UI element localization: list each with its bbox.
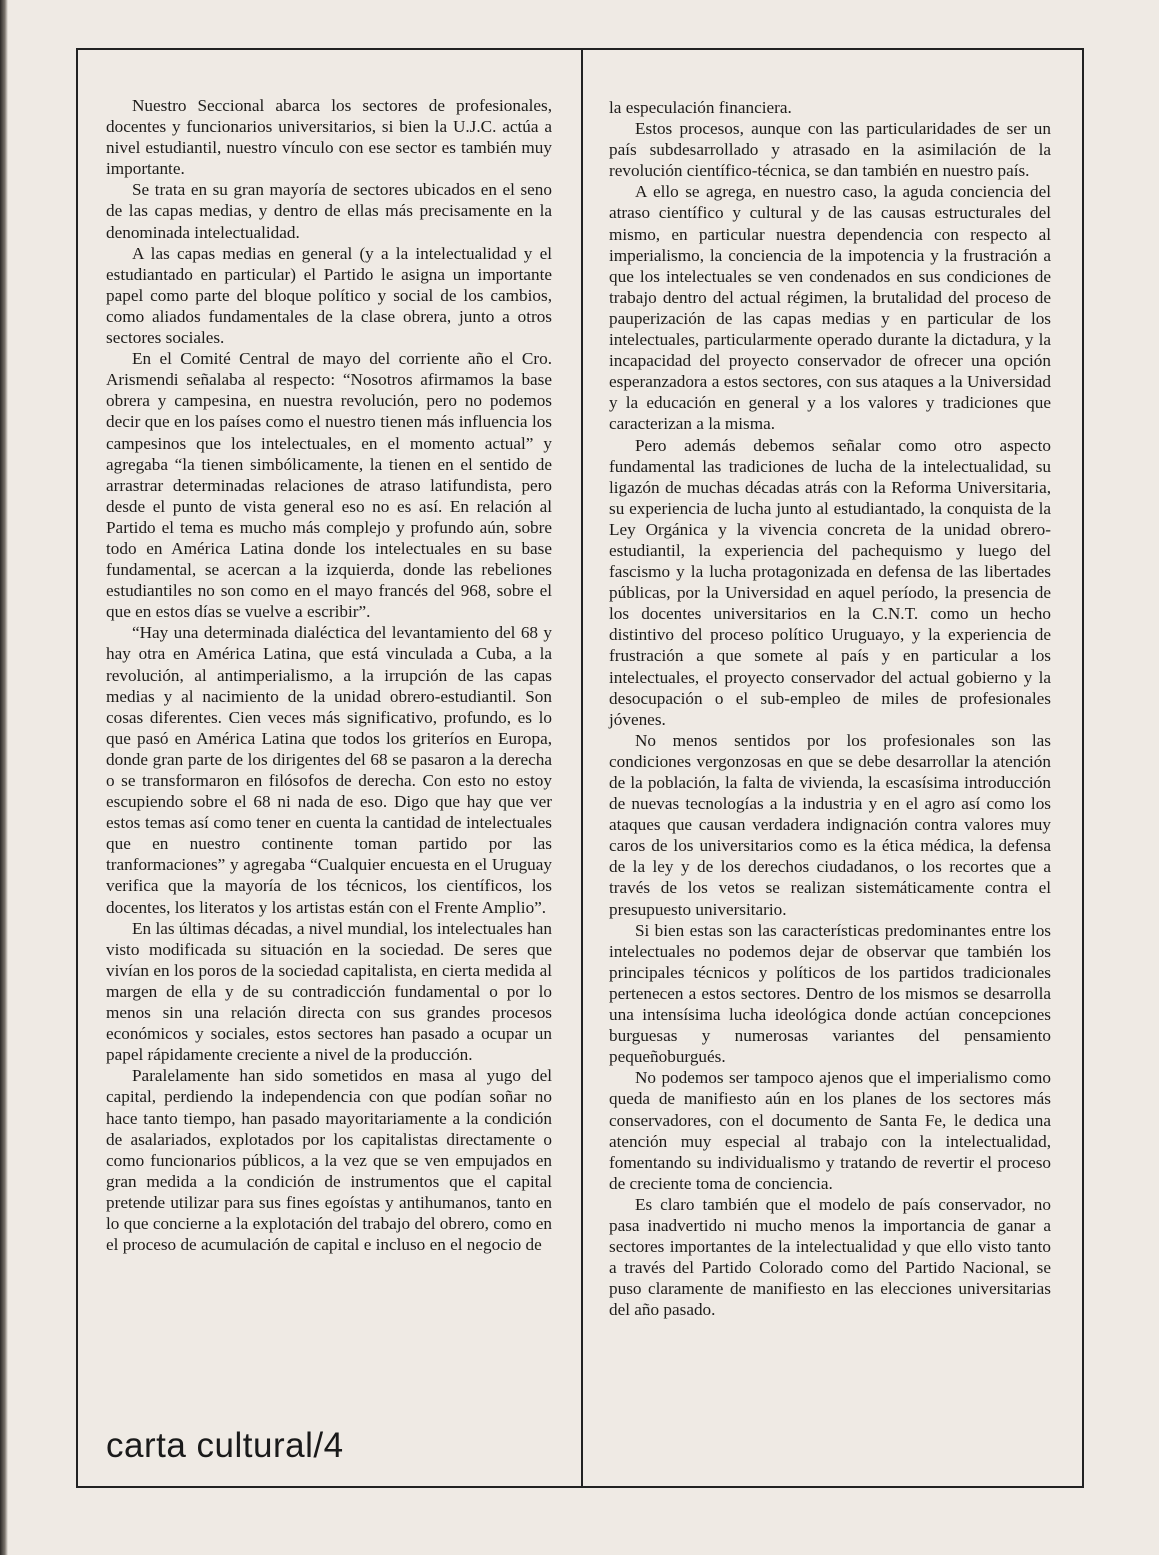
paragraph: Es claro también que el modelo de país conservador, no pasa inadvertido ni mucho menos la importancia de ganar a sectores importantes de la intelectualidad y que ello visto tanto a través del Partido Colorado como del Partido Nacional, se puso claramente de manifiesto en las elecciones universitarias del año pasado. bbox=[609, 1194, 1051, 1320]
page-binding-edge bbox=[0, 0, 8, 1555]
paragraph: A ello se agrega, en nuestro caso, la aguda conciencia del atraso científico y cultural y de las causas estructurales del mismo, en particular nuestra dependencia con respecto al imperialismo, la conciencia de la impotencia y la frustración a que los intelectuales se ven condenados en sus condiciones de trabajo dentro del actual régimen, la brutalidad del proceso de pauperización de las capas medias y en particular de los intelectuales, particularmente operado durante la dictadura, y la incapacidad del proyecto conservador de ofrecer una opción esperanzadora a estos sectores, con sus ataques a la Universidad y la educación en general y a los valores y tradiciones que caracterizan a la misma. bbox=[609, 182, 1051, 434]
paragraph: A las capas medias en general (y a la intelectualidad y el estudiantado en particular) el Partido le asigna un importante papel como parte del bloque político y social de los cambios, como aliados fundamentales de la clase obrera, junto a otros sectores sociales. bbox=[106, 243, 552, 348]
page-footer-label: carta cultural/4 bbox=[106, 1426, 344, 1465]
paragraph: En el Comité Central de mayo del corriente año el Cro. Arismendi señalaba al respecto: “Nosotros afirmamos la base obrera y campesina, en nuestra revolución, pero no podemos decir que en los países como el nuestro tienen más influencia los campesinos que los intelectuales, en el momento actual” y agregaba “la tienen simbólicamente, la tienen en el sentido de arrastrar determinadas relaciones de atraso latifundista, pero desde el punto de vista general eso no es así. En relación al Partido el tema es mucho más complejo y profundo aún, sobre todo en América Latina donde los intelectuales en su base fundamental, se acercan a la izquierda, donde las rebeliones estudiantiles no son como en el mayo francés del 968, sobre el que en estos días se vuelve a escribir”. bbox=[106, 349, 552, 622]
paragraph: Paralelamente han sido sometidos en masa al yugo del capital, perdiendo la independencia con que podían soñar no hace tanto tiempo, han pasado mayoritariamente a la condición de asalariados, explotados por los capitalistas directamente o como funcionarios públicos, a la vez que se ven empujados en gran medida a la condición de instrumentos que el capital pretende utilizar para sus fines egoístas y antihumanos, tanto en lo que concierne a la explotación del trabajo del obrero, como en el proceso de acumulación de capital e incluso en el negocio de bbox=[106, 1066, 552, 1255]
paragraph: Estos procesos, aunque con las particularidades de ser un país subdesarrollado y atrasado en la asimilación de la revolución científico-técnica, se dan también en nuestro país. bbox=[609, 119, 1051, 181]
paragraph: En las últimas décadas, a nivel mundial, los intelectuales han visto modificada su situación en la sociedad. De seres que vivían en los poros de la sociedad capitalista, en cierta medida al margen de ella y de su contradicción fundamental o por lo menos sin una relación directa con sus grandes procesos económicos y sociales, estos sectores han pasado a ocupar un papel rápidamente creciente a nivel de la producción. bbox=[106, 918, 552, 1065]
left-text-column bbox=[106, 95, 552, 1255]
paragraph: No menos sentidos por los profesionales son las condiciones vergonzosas en que se debe desarrollar la atención de la población, la falta de vivienda, la escasísima introducción de nuevas tecnologías a la industria y en el agro así como los ataques que causan verdadera indignación contra valores muy caros de los universitarios como es la ética médica, la defensa de la ley y de los derechos ciudadanos, o los recortes que a través de los vetos se realizan sistemáticamente contra el presupuesto universitario. bbox=[609, 730, 1051, 919]
paragraph: Se trata en su gran mayoría de sectores ubicados en el seno de las capas medias, y dentro de ellas más precisamente en la denominada intelectualidad. bbox=[106, 180, 552, 242]
paragraph: “Hay una determinada dialéctica del levantamiento del 68 y hay otra en América Latina, que está vinculada a Cuba, a la revolución, al antimperialismo, a la irrupción de las capas medias y al nacimiento de la unidad obrero-estudiantil. Son cosas diferentes. Cien veces más significativo, profundo, es lo que pasó en América Latina que todos los griteríos en Europa, donde gran parte de los dirigentes del 68 se pasaron a la derecha o se transformaron en filósofos de derecha. Con esto no estoy escupiendo sobre el 68 ni nada de eso. Digo que hay que ver estos temas así como tener en cuenta la cantidad de intelectuales que en nuestro continente toman partido por las tranformaciones” y agregaba “Cualquier encuesta en el Uruguay verifica que la mayoría de los técnicos, los científicos, los docentes, los literatos y los artistas están con el Frente Amplio”. bbox=[106, 623, 552, 917]
paragraph: Si bien estas son las características predominantes entre los intelectuales no podemos dejar de observar que también los principales técnicos y políticos de los partidos tradicionales pertenecen a estos sectores. Dentro de los mismos se desarrolla una intensísima lucha ideológica donde actúan concepciones burguesas y numerosas variantes del pensamiento pequeñoburgués. bbox=[609, 920, 1051, 1067]
column-divider bbox=[581, 48, 583, 1488]
paragraph-continuation: la especulación financiera. bbox=[609, 98, 792, 117]
paragraph: Pero además debemos señalar como otro aspecto fundamental las tradiciones de lucha de la intelectualidad, su ligazón de muchas décadas atrás con la Reforma Universitaria, su experiencia de lucha junto al estudiantado, la conquista de la Ley Orgánica y la vivencia concreta de la unidad obrero-estudiantil, la experiencia del pachequismo y luego del fascismo y la lucha protagonizada en defensa de las libertades públicas, por la Universidad en aquel período, la presencia de los docentes universitarios en la C.N.T. como un hecho distintivo del proceso político Uruguayo, y la experiencia de frustración a que somete al país y en particular a los intelectuales, el proyecto conservador del actual gobierno y la desocupación o el sub-empleo de miles de profesionales jóvenes. bbox=[609, 435, 1051, 729]
paragraph: Nuestro Seccional abarca los sectores de profesionales, docentes y funcionarios universitarios, si bien la U.J.C. actúa a nivel estudiantil, nuestro vínculo con ese sector es también muy importante. bbox=[106, 96, 552, 179]
right-text-column bbox=[609, 97, 1051, 1320]
paragraph: No podemos ser tampoco ajenos que el imperialismo como queda de manifiesto aún en los planes de los sectores más conservadores, con el documento de Santa Fe, le dedica una atención muy especial al trabajo con la intelectualidad, fomentando su individualismo y tratando de revertir el proceso de creciente toma de conciencia. bbox=[609, 1068, 1051, 1193]
